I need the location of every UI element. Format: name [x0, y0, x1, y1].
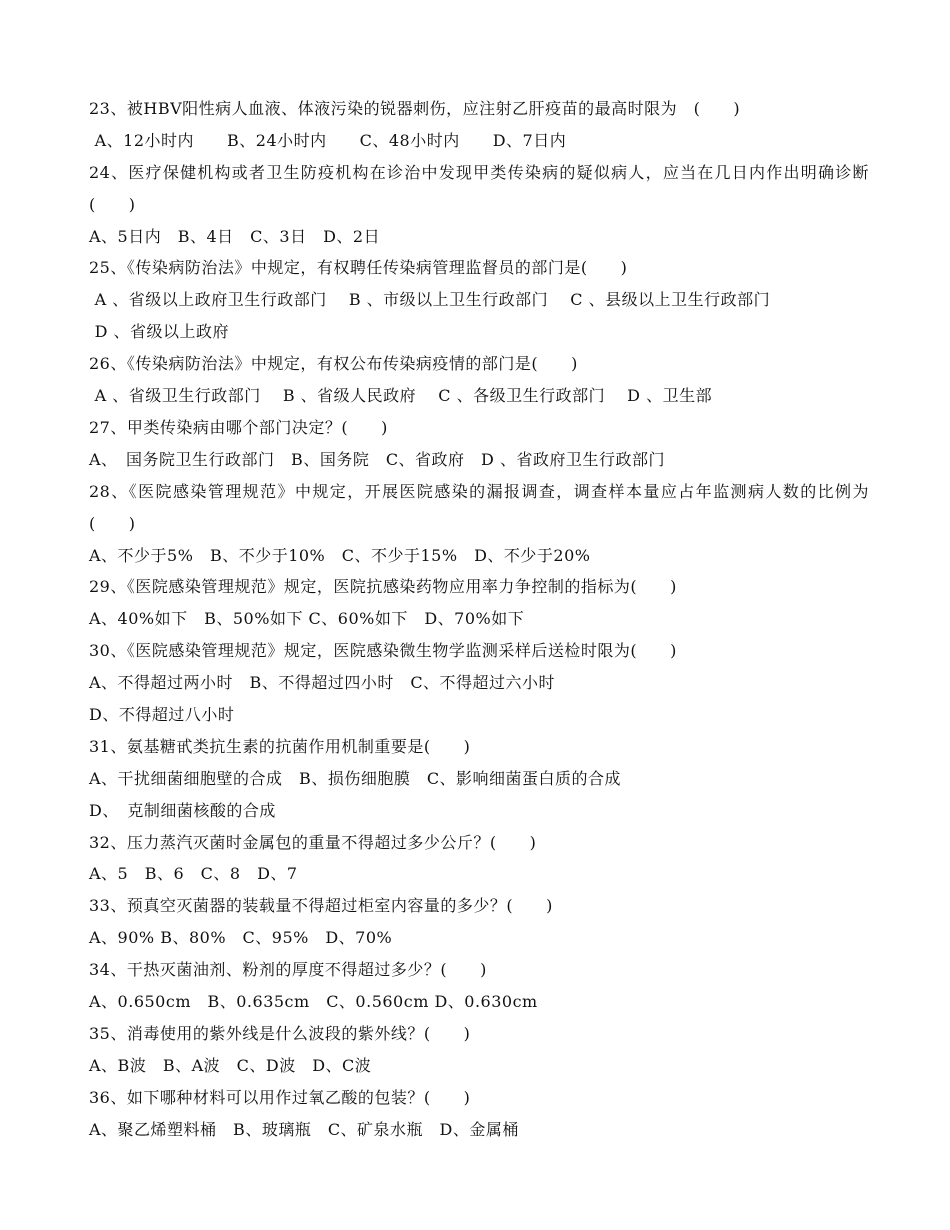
question-stem: 23、被HBV阳性病人血液、体液污染的锐器刺伤，应注射乙肝疫苗的最高时限为 ( ) — [89, 99, 741, 118]
question-options: A、90% B、80% C、95% D、70% — [89, 928, 393, 948]
question-stem: 28、《医院感染管理规范》中规定，开展医院感染的漏报调查，调查样本量应占年监测病人数的比例为( ) — [89, 481, 869, 533]
question-options: A、聚乙烯塑料桶 B、玻璃瓶 C、矿泉水瓶 D、金属桶 — [89, 1119, 519, 1139]
question-stem: 34、干热灭菌油剂、粉剂的厚度不得超过多少？( ) — [89, 960, 487, 980]
question-stem: 27、甲类传染病由哪个部门决定？( ) — [89, 417, 388, 437]
question-25 — [89, 252, 869, 348]
question-options: A、不少于5% B、不少于10% C、不少于15% D、不少于20% — [89, 545, 591, 565]
question-34 — [89, 954, 869, 1018]
question-29 — [89, 571, 869, 635]
question-33 — [89, 890, 869, 954]
question-options: A、40%如下 B、50%如下 C、60%如下 D、70%如下 — [89, 609, 525, 629]
question-stem: 32、压力蒸汽灭菌时金属包的重量不得超过多少公斤？( ) — [89, 832, 537, 852]
question-36 — [89, 1082, 869, 1146]
question-options: A、B波 B、A波 C、D波 D、C波 — [89, 1055, 372, 1075]
question-30 — [89, 635, 869, 731]
question-options: A、干扰细菌细胞壁的合成 B、损伤细胞膜 C、影响细菌蛋白质的合成 — [89, 768, 622, 788]
question-stem: 29、《医院感染管理规范》规定，医院抗感染药物应用率力争控制的指标为( ) — [89, 577, 677, 597]
question-stem: 33、预真空灭菌器的装载量不得超过柜室内容量的多少？( ) — [89, 896, 553, 916]
question-28 — [89, 476, 869, 572]
question-stem: 31、氨基糖甙类抗生素的抗菌作用机制重要是( ) — [89, 736, 471, 756]
question-stem: 35、消毒使用的紫外线是什么波段的紫外线？( ) — [89, 1023, 471, 1043]
question-31 — [89, 731, 869, 827]
question-options: A 、省级卫生行政部门 B 、省级人民政府 C 、各级卫生行政部门 D 、卫生部 — [89, 386, 713, 406]
question-options: A、0.650cm B、0.635cm C、0.560cm D、0.630cm — [89, 992, 538, 1011]
question-26 — [89, 348, 869, 412]
question-stem: 24、医疗保健机构或者卫生防疫机构在诊治中发现甲类传染病的疑似病人，应当在几日内作出明确诊断( ) — [89, 162, 869, 214]
question-options: D 、省级以上政府 — [89, 322, 230, 342]
question-27 — [89, 412, 869, 476]
question-options: D、 克制细菌核酸的合成 — [89, 800, 276, 820]
question-stem: 30、《医院感染管理规范》规定，医院感染微生物学监测采样后送检时限为( ) — [89, 641, 677, 661]
question-options: A、5 B、6 C、8 D、7 — [89, 864, 298, 884]
question-23 — [89, 93, 869, 157]
question-options: D、不得超过八小时 — [89, 704, 235, 724]
question-stem: 26、《传染病防治法》中规定，有权公布传染病疫情的部门是( ) — [89, 354, 578, 374]
question-options: A、不得超过两小时 B、不得超过四小时 C、不得超过六小时 — [89, 673, 556, 693]
question-35 — [89, 1018, 869, 1082]
question-options: A、5日内 B、4日 C、3日 D、2日 — [89, 226, 381, 246]
question-options: A 、省级以上政府卫生行政部门 B 、市级以上卫生行政部门 C 、县级以上卫生行政部门 — [89, 290, 771, 310]
question-stem: 36、如下哪种材料可以用作过氧乙酸的包装？( ) — [89, 1087, 471, 1107]
question-24 — [89, 157, 869, 253]
question-stem: 25、《传染病防治法》中规定，有权聘任传染病管理监督员的部门是( ) — [89, 258, 628, 278]
question-options: A、 国务院卫生行政部门 B、国务院 C、省政府 D 、省政府卫生行政部门 — [89, 449, 665, 469]
question-list — [89, 93, 869, 1145]
question-32 — [89, 827, 869, 891]
question-options: A、12小时内 B、24小时内 C、48小时内 D、7日内 — [89, 130, 567, 150]
